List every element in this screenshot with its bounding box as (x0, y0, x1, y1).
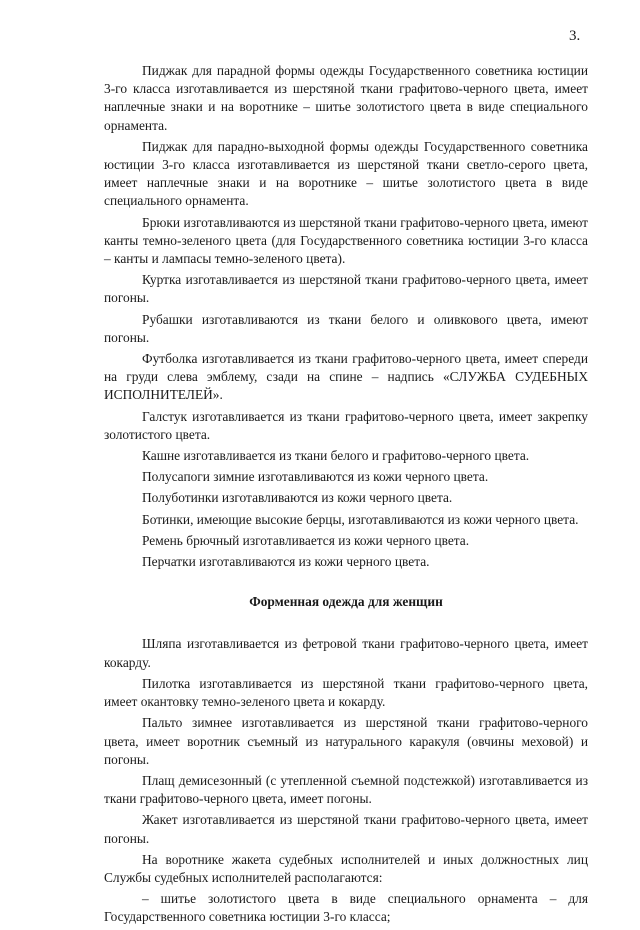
paragraph: Куртка изготавливается из шерстяной ткани графитово-черного цвета, имеет погоны. (104, 272, 588, 306)
paragraph: Плащ демисезонный (с утепленной съемной подстежкой) изготавливается из ткани графитово-черного цвета, имеет погоны. (104, 772, 588, 807)
paragraph: Полусапоги зимние изготавливаются из кожи черного цвета. (142, 469, 489, 485)
paragraph: Пиджак для парадной формы одежды Государственного советника юстиции 3-го класса изготавливается из шерстяной ткани графитово-черного цвета, имеет наплечные знаки и на воротнике – шитье золотистого цвета в виде специального орнамента. (104, 63, 588, 133)
paragraph: Брюки изготавливаются из шерстяной ткани графитово-черного цвета, имеют канты темно-зеленого цвета (для Государственного советника юстиции 3-го класса – канты и лампасы темно-зеленого цвета). (104, 214, 588, 267)
page-number: 3. (569, 28, 581, 44)
paragraph: – шитье золотистого цвета в виде специального орнамента – для Государственного советника юстиции 3-го класса; (104, 891, 588, 925)
paragraph: На воротнике жакета судебных исполнителей и иных должностных лиц Службы судебных исполнителей располагаются: (104, 851, 588, 885)
paragraph: Жакет изготавливается из шерстяной ткани графитово-черного цвета, имеет погоны. (104, 812, 588, 846)
section-heading: Форменная одежда для женщин (249, 594, 443, 610)
paragraph: Шляпа изготавливается из фетровой ткани графитово-черного цвета, имеет кокарду. (104, 636, 588, 670)
paragraph: Галстук изготавливается из ткани графитово-черного цвета, имеет закрепку золотистого цвета. (104, 408, 588, 442)
paragraph: Пиджак для парадно-выходной формы одежды Государственного советника юстиции 3-го класса изготавливается из шерстяной ткани светло-серого цвета, имеет наплечные знаки и на воротнике – шитье золотистого цвета в виде специального орнамента. (104, 138, 588, 209)
paragraph: Полуботинки изготавливаются из кожи черного цвета. (142, 490, 453, 506)
paragraph: Ботинки, имеющие высокие берцы, изготавливаются из кожи черного цвета. (142, 511, 579, 527)
paragraph: Перчатки изготавливаются из кожи черного цвета. (142, 554, 430, 570)
paragraph: Пилотка изготавливается из шерстяной ткани графитово-черного цвета, имеет окантовку темно-зеленого цвета и кокарду. (104, 675, 588, 710)
paragraph: Пальто зимнее изготавливается из шерстяной ткани графитово-черного цвета, имеет воротник съемный из натурального каракуля (овчины меховой) и погоны. (104, 715, 588, 767)
paragraph: Футболка изготавливается из ткани графитово-черного цвета, имеет спереди на груди слева эмблему, сзади на спине – надпись «СЛУЖБА СУДЕБНЫХ ИСПОЛНИТЕЛЕЙ». (104, 351, 588, 403)
paragraph: Ремень брючный изготавливается из кожи черного цвета. (142, 532, 470, 548)
document-body (104, 62, 588, 930)
paragraph: Рубашки изготавливаются из ткани белого и оливкового цвета, имеют погоны. (104, 311, 588, 345)
paragraph: Кашне изготавливается из ткани белого и графитово-черного цвета. (142, 448, 530, 464)
